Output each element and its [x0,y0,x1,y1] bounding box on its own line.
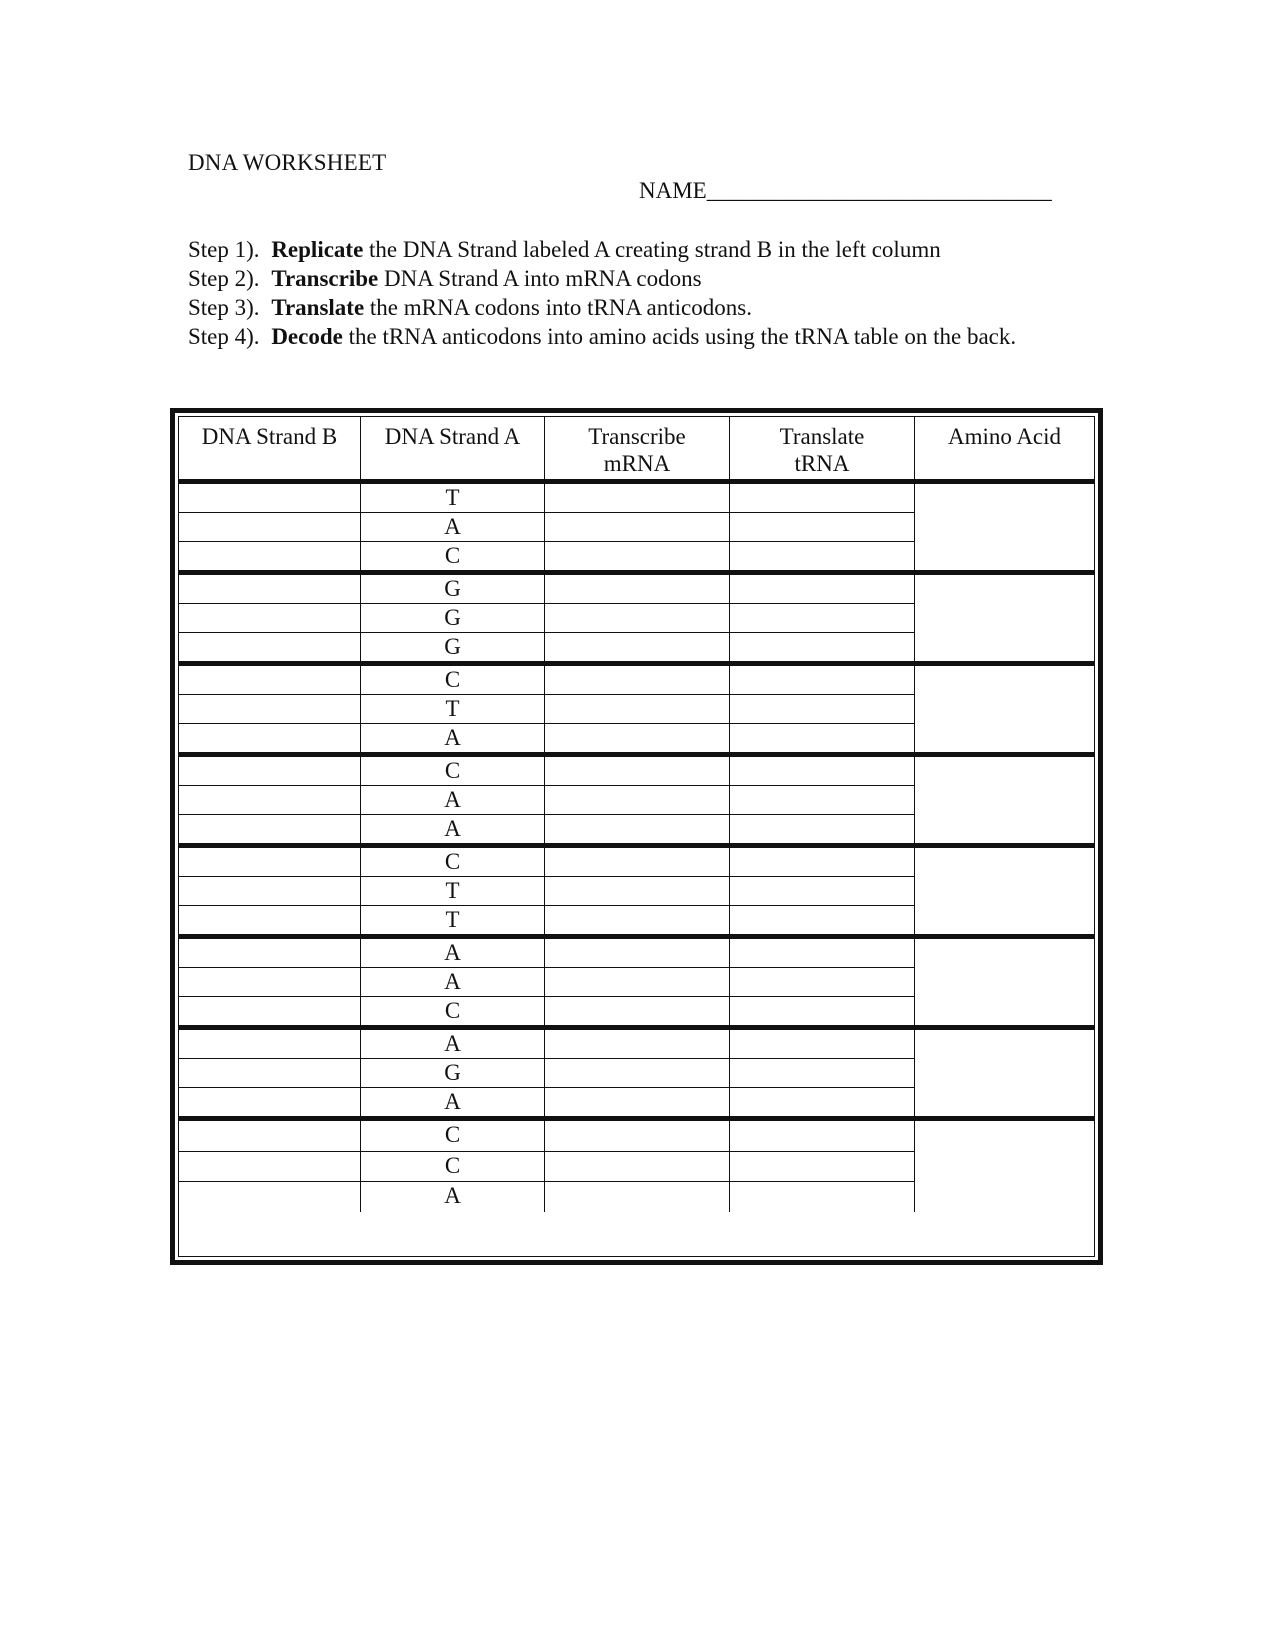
amino-acid-column [915,757,1094,843]
dna-strand-a-cell: A [361,939,544,968]
dna-strand-a-cell: G [361,575,544,604]
dna-strand-b-cell[interactable] [179,542,360,570]
dna-strand-b-cell[interactable] [179,786,360,815]
dna-strand-b-cell[interactable] [179,906,360,934]
dna-strand-a-column [361,939,545,1025]
amino-acid-cell[interactable] [915,939,1094,1025]
dna-strand-b-column [179,1030,361,1116]
trna-cell[interactable] [730,877,914,906]
trna-cell[interactable] [730,695,914,724]
mrna-cell[interactable] [545,542,729,570]
dna-strand-b-cell[interactable] [179,877,360,906]
dna-table-inner [178,416,1095,1257]
mrna-column [545,575,730,661]
codon-group [179,1121,1094,1212]
trna-column [730,848,915,934]
amino-acid-cell[interactable] [915,757,1094,843]
codon-groups [179,484,1094,1212]
dna-strand-b-cell[interactable] [179,939,360,968]
dna-strand-a-cell: C [361,666,544,695]
dna-strand-b-cell[interactable] [179,968,360,997]
mrna-column [545,939,730,1025]
trna-cell[interactable] [730,939,914,968]
codon-group [179,757,1094,848]
trna-cell[interactable] [730,604,914,633]
step-3 [188,293,1068,322]
dna-strand-a-cell: A [361,968,544,997]
dna-strand-b-cell[interactable] [179,724,360,752]
step-number: Step 1). [188,237,260,262]
step-verb: Decode [271,324,343,349]
amino-acid-column [915,1030,1094,1116]
trna-cell[interactable] [730,757,914,786]
dna-strand-a-cell: C [361,1152,544,1183]
trna-column [730,575,915,661]
amino-acid-cell[interactable] [915,666,1094,752]
amino-acid-cell[interactable] [915,484,1094,570]
dna-strand-a-cell: A [444,1183,461,1209]
amino-acid-column [915,575,1094,661]
header-line: mRNA [603,451,671,476]
dna-strand-b-column [179,757,361,843]
dna-strand-b-cell[interactable] [179,695,360,724]
trna-cell[interactable] [730,1152,914,1183]
dna-strand-a-cell: C [444,543,461,568]
amino-acid-column [915,666,1094,752]
mrna-cell[interactable] [545,1088,729,1116]
dna-strand-a-cell: A [444,816,461,841]
mrna-cell[interactable] [545,1182,729,1212]
codon-group [179,575,1094,666]
header-line: Transcribe [588,424,686,449]
trna-cell[interactable] [730,1121,914,1152]
step-verb: Replicate [271,237,364,262]
header-translate-trna [730,417,915,479]
dna-strand-a-column [361,848,545,934]
trna-column [730,1121,915,1212]
mrna-cell[interactable] [545,724,729,752]
header-line: Translate [779,424,865,449]
step-verb: Transcribe [271,266,379,291]
mrna-cell[interactable] [545,1121,729,1152]
step-text: the tRNA anticodons into amino acids using the tRNA table on the back. [342,324,1017,349]
dna-strand-a-cell: A [361,1030,544,1059]
worksheet-title: DNA WORKSHEET [188,150,387,175]
table-header [179,417,1094,484]
mrna-cell[interactable] [545,786,729,815]
dna-strand-a-cell: G [361,1059,544,1088]
mrna-cell[interactable] [545,968,729,997]
dna-strand-a-cell: C [361,757,544,786]
dna-strand-a-column [361,1121,545,1212]
amino-acid-column [915,848,1094,934]
mrna-column [545,484,730,570]
header-transcribe-mrna [545,417,730,479]
dna-strand-a-cell: C [361,1121,544,1152]
mrna-cell[interactable] [545,848,729,877]
dna-strand-a-cell: T [361,695,544,724]
trna-cell[interactable] [730,633,914,661]
amino-acid-column [915,484,1094,570]
trna-cell[interactable] [730,1182,914,1212]
dna-strand-a-column [361,484,545,570]
mrna-cell[interactable] [545,877,729,906]
amino-acid-cell[interactable] [915,848,1094,934]
step-4 [188,322,1068,351]
dna-strand-a-cell: A [361,786,544,815]
trna-column [730,757,915,843]
mrna-column [545,848,730,934]
dna-strand-a-column [361,757,545,843]
step-text: the mRNA codons into tRNA anticodons. [364,295,752,320]
dna-strand-a-cell: T [361,484,544,513]
trna-cell[interactable] [730,1030,914,1059]
trna-cell[interactable] [730,724,914,752]
amino-acid-cell[interactable] [915,1030,1094,1116]
dna-strand-a-column [361,1030,545,1116]
dna-strand-b-column [179,848,361,934]
step-text: the DNA Strand labeled A creating strand B in the left column [363,237,941,262]
instructions [188,235,1068,351]
dna-strand-a-cell: G [444,634,461,659]
mrna-cell[interactable] [545,695,729,724]
mrna-cell[interactable] [545,939,729,968]
trna-cell[interactable] [730,968,914,997]
step-text: DNA Strand A into mRNA codons [378,266,702,291]
trna-column [730,666,915,752]
trna-cell[interactable] [730,848,914,877]
dna-strand-b-cell[interactable] [179,604,360,633]
dna-strand-a-cell: G [361,604,544,633]
mrna-column [545,1121,730,1212]
mrna-cell[interactable] [545,666,729,695]
trna-column [730,1030,915,1116]
step-number: Step 4). [188,324,260,349]
dna-strand-a-cell: C [444,998,461,1023]
mrna-cell[interactable] [545,906,729,934]
mrna-cell[interactable] [545,1059,729,1088]
mrna-cell[interactable] [545,604,729,633]
amino-acid-column [915,939,1094,1025]
header-amino-acid: Amino Acid [947,424,1062,449]
name-field[interactable]: NAME______________________________ [639,178,1052,203]
mrna-cell[interactable] [545,1152,729,1183]
mrna-column [545,666,730,752]
dna-strand-b-cell[interactable] [179,575,360,604]
mrna-cell[interactable] [545,997,729,1025]
trna-cell[interactable] [730,513,914,542]
header-line: tRNA [794,451,850,476]
dna-strand-b-cell[interactable] [179,633,360,661]
dna-table [170,408,1103,1265]
dna-strand-b-column [179,484,361,570]
dna-strand-b-cell[interactable] [179,666,360,695]
mrna-cell[interactable] [545,815,729,843]
trna-cell[interactable] [730,786,914,815]
dna-strand-b-column [179,666,361,752]
header-dna-strand-a: DNA Strand A [361,417,545,479]
dna-strand-a-cell: T [445,907,460,932]
trna-column [730,939,915,1025]
mrna-cell[interactable] [545,757,729,786]
mrna-cell[interactable] [545,484,729,513]
trna-cell[interactable] [730,666,914,695]
step-number: Step 3). [188,295,260,320]
dna-strand-b-column [179,1121,361,1212]
dna-strand-a-cell: A [444,725,461,750]
codon-group [179,484,1094,575]
trna-cell[interactable] [730,815,914,843]
header-dna-strand-b: DNA Strand B [179,417,361,479]
step-number: Step 2). [188,266,260,291]
trna-cell[interactable] [730,1059,914,1088]
dna-strand-b-cell[interactable] [179,1121,360,1152]
amino-acid-cell[interactable] [915,575,1094,661]
codon-group [179,939,1094,1030]
mrna-cell[interactable] [545,633,729,661]
dna-strand-a-cell: A [444,1089,461,1114]
dna-strand-b-cell[interactable] [179,1030,360,1059]
trna-column [730,484,915,570]
dna-strand-b-column [179,575,361,661]
trna-cell[interactable] [730,484,914,513]
dna-strand-a-cell: A [361,513,544,542]
dna-strand-b-cell[interactable] [179,1088,360,1116]
step-verb: Translate [271,295,365,320]
dna-strand-a-column [361,666,545,752]
trna-cell[interactable] [730,542,914,570]
codon-group [179,666,1094,757]
dna-strand-b-cell[interactable] [179,815,360,843]
dna-strand-a-cell: T [361,877,544,906]
trna-cell[interactable] [730,906,914,934]
trna-cell[interactable] [730,1088,914,1116]
dna-strand-b-cell[interactable] [179,1152,360,1183]
dna-strand-a-column [361,575,545,661]
mrna-cell[interactable] [545,513,729,542]
dna-strand-b-cell[interactable] [179,1182,360,1212]
mrna-column [545,1030,730,1116]
dna-strand-b-cell[interactable] [179,513,360,542]
dna-strand-b-column [179,939,361,1025]
amino-acid-column [915,1121,1094,1212]
dna-strand-b-cell[interactable] [179,1059,360,1088]
dna-strand-b-cell[interactable] [179,757,360,786]
mrna-column [545,757,730,843]
dna-strand-a-cell: C [361,848,544,877]
codon-group [179,1030,1094,1121]
mrna-cell[interactable] [545,1030,729,1059]
dna-strand-b-cell[interactable] [179,848,360,877]
amino-acid-cell[interactable] [915,1121,1094,1212]
dna-strand-b-cell[interactable] [179,997,360,1025]
dna-strand-b-cell[interactable] [179,484,360,513]
codon-group [179,848,1094,939]
step-1 [188,235,1068,264]
step-2 [188,264,1068,293]
trna-cell[interactable] [730,575,914,604]
trna-cell[interactable] [730,997,914,1025]
mrna-cell[interactable] [545,575,729,604]
